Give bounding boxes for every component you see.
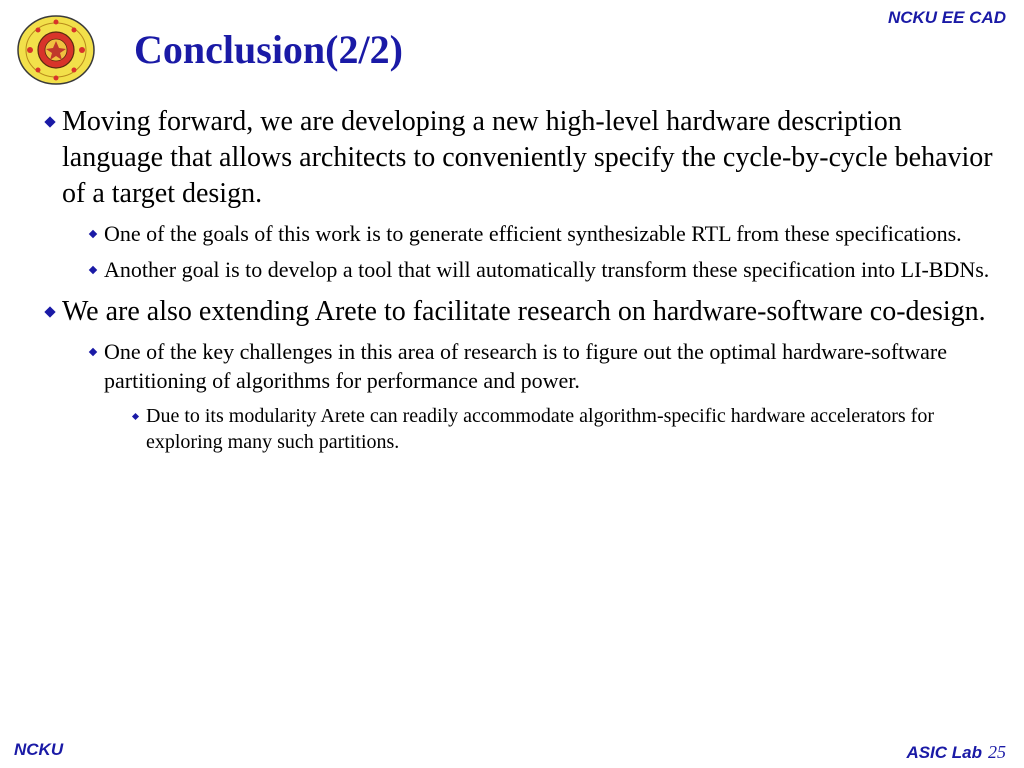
slide-title: Conclusion(2/2) bbox=[134, 27, 403, 72]
footer-lab-label: ASIC Lab bbox=[906, 743, 982, 762]
sub-bullet-item bbox=[82, 255, 998, 284]
bullet-item bbox=[38, 294, 998, 330]
diamond-bullet-icon bbox=[38, 104, 62, 140]
header-brand: NCKU EE CAD bbox=[887, 8, 1006, 27]
bullet-item bbox=[38, 104, 998, 212]
footer-left-label: NCKU bbox=[14, 740, 64, 759]
sub-bullet-text: Another goal is to develop a tool that will automatically transform these specification into LI-BDNs. bbox=[104, 257, 990, 282]
diamond-bullet-icon bbox=[82, 255, 104, 284]
sub-bullet-item bbox=[82, 219, 998, 248]
sub-sub-bullet-item bbox=[124, 403, 998, 455]
diamond-bullet-icon bbox=[124, 403, 146, 429]
bullet-text: We are also extending Arete to facilitate research on hardware-software co-design. bbox=[62, 296, 986, 327]
bullet-text: Moving forward, we are developing a new high-level hardware description language that allows architects to conveniently specify the cycle-by-cycle behavior of a target design. bbox=[62, 106, 993, 209]
diamond-bullet-icon bbox=[82, 219, 104, 248]
sub-bullet-text: One of the goals of this work is to generate efficient synthesizable RTL from these specifications. bbox=[104, 221, 962, 246]
diamond-bullet-icon bbox=[82, 337, 104, 366]
sub-bullet-item bbox=[82, 337, 998, 395]
footer-right bbox=[906, 742, 1006, 763]
sub-sub-bullet-text: Due to its modularity Arete can readily accommodate algorithm-specific hardware accelerators for exploring many such partitions. bbox=[146, 405, 934, 453]
slide-content bbox=[38, 100, 998, 455]
page-number: 25 bbox=[988, 742, 1006, 762]
ncku-emblem-icon bbox=[16, 14, 96, 86]
diamond-bullet-icon bbox=[38, 294, 62, 330]
sub-bullet-text: One of the key challenges in this area of research is to figure out the optimal hardware-software partitioning of algorithms for performance and power. bbox=[104, 339, 948, 393]
